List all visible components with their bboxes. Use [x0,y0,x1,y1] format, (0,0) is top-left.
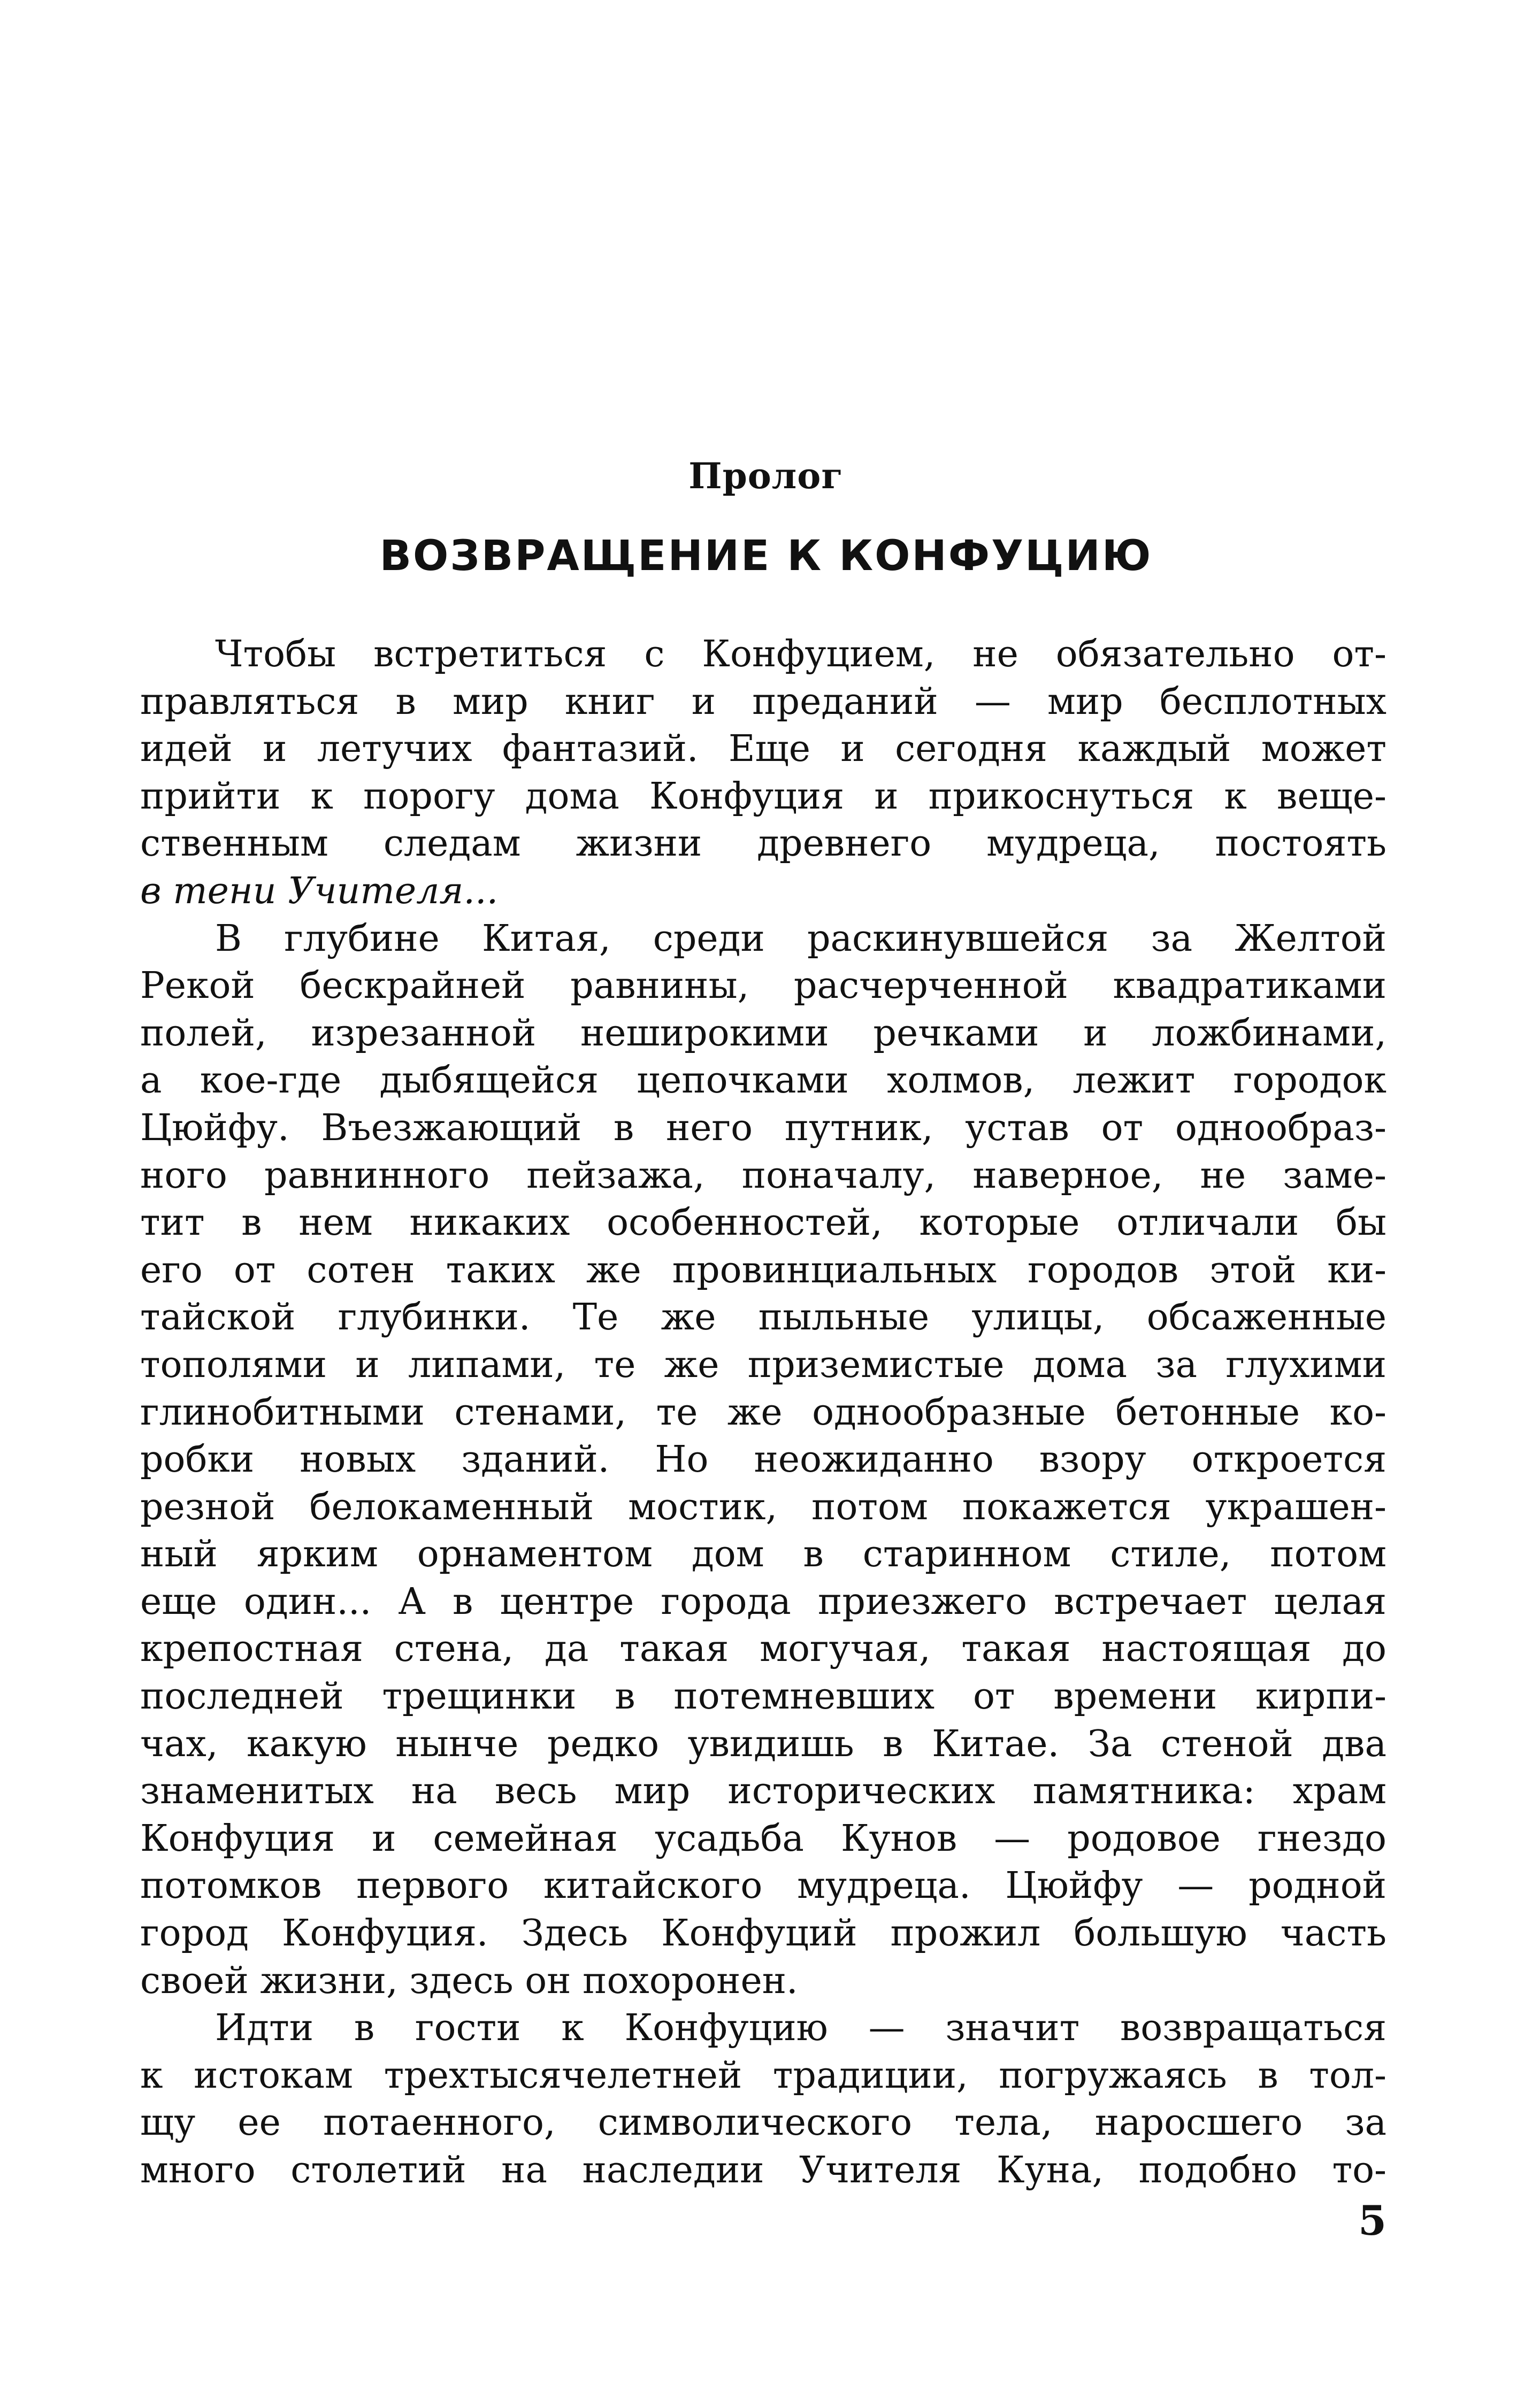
text-line: Чтобы встретиться с Конфуцием, не обязательно от- [215,633,1387,675]
text-line: полей, изрезанной неширокими речками и ложбинами, [140,1012,1387,1055]
text-line: чах, какую нынче редко увидишь в Китае. За стеной два [140,1722,1387,1765]
text-line: потомков первого китайского мудреца. Цюйфу — родной [140,1865,1387,1907]
text-line: к истокам трехтысячелетней традиции, погружаясь в тол- [140,2054,1387,2097]
text-line: его от сотен таких же провинциальных городов этой ки- [140,1249,1387,1291]
text-line: знаменитых на весь мир исторических памятника: храм [140,1770,1387,1813]
text-line: ственным следам жизни древнего мудреца, постоять [140,822,1387,865]
italic-phrase: в тени Учителя... [140,870,499,912]
text-line: щу ее потаенного, символического тела, наросшего за [140,2102,1387,2144]
text-line: резной белокаменный мостик, потом покажется украшен- [140,1486,1387,1528]
chapter-title: ВОЗВРАЩЕНИЕ К КОНФУЦИЮ [379,532,1153,580]
paragraph-3 [140,2005,1387,2194]
text-line: тит в нем никаких особенностей, которые отличали бы [140,1202,1387,1244]
text-line: еще один... А в центре города приезжего встречает целая [140,1580,1387,1623]
text-line: тополями и липами, те же приземистые дома за глухими [140,1343,1387,1386]
text-line: Рекой бескрайней равнины, расчерченной квадратиками [140,965,1387,1007]
text-line: робки новых зданий. Но неожиданно взору откроется [140,1438,1387,1481]
text-line: глинобитными стенами, те же однообразные бетонные ко- [140,1391,1387,1434]
text-line: Конфуция и семейная усадьба Кунов — родовое гнездо [140,1817,1387,1860]
text-line: Цюйфу. Въезжающий в него путник, устав от однообраз- [140,1106,1387,1149]
text-line: последней трещинки в потемневших от времени кирпи- [140,1675,1387,1718]
text-line: много столетий на наследии Учителя Куна, подобно то- [140,2149,1387,2191]
paragraph-1 [140,631,1387,915]
text-line: Идти в гости к Конфуцию — значит возвращаться [215,2007,1387,2050]
text-line: ного равнинного пейзажа, поначалу, наверное, не заме- [140,1154,1387,1197]
text-line: ный ярким орнаментом дом в старинном стиле, потом [140,1533,1387,1576]
text-line: тайской глубинки. Те же пыльные улицы, обсаженные [140,1296,1387,1339]
text-line: своей жизни, здесь он похоронен. [140,1959,798,2002]
text-line: правляться в мир книг и преданий — мир бесплотных [140,680,1387,723]
text-line: а кое-где дыбящейся цепочками холмов, лежит городок [140,1059,1387,1102]
page-number: 5 [1358,2197,1387,2244]
prologue-label: Пролог [688,455,844,497]
paragraph-2 [140,915,1387,2005]
text-line: прийти к порогу дома Конфуция и прикоснуться к веще- [140,775,1387,818]
text-line: город Конфуция. Здесь Конфуций прожил большую часть [140,1912,1387,1955]
text-line: крепостная стена, да такая могучая, такая настоящая до [140,1628,1387,1671]
text-line: идей и летучих фантазий. Еще и сегодня каждый может [140,728,1387,771]
text-line: В глубине Китая, среди раскинувшейся за Желтой [215,917,1387,960]
body-text [140,631,1387,2195]
